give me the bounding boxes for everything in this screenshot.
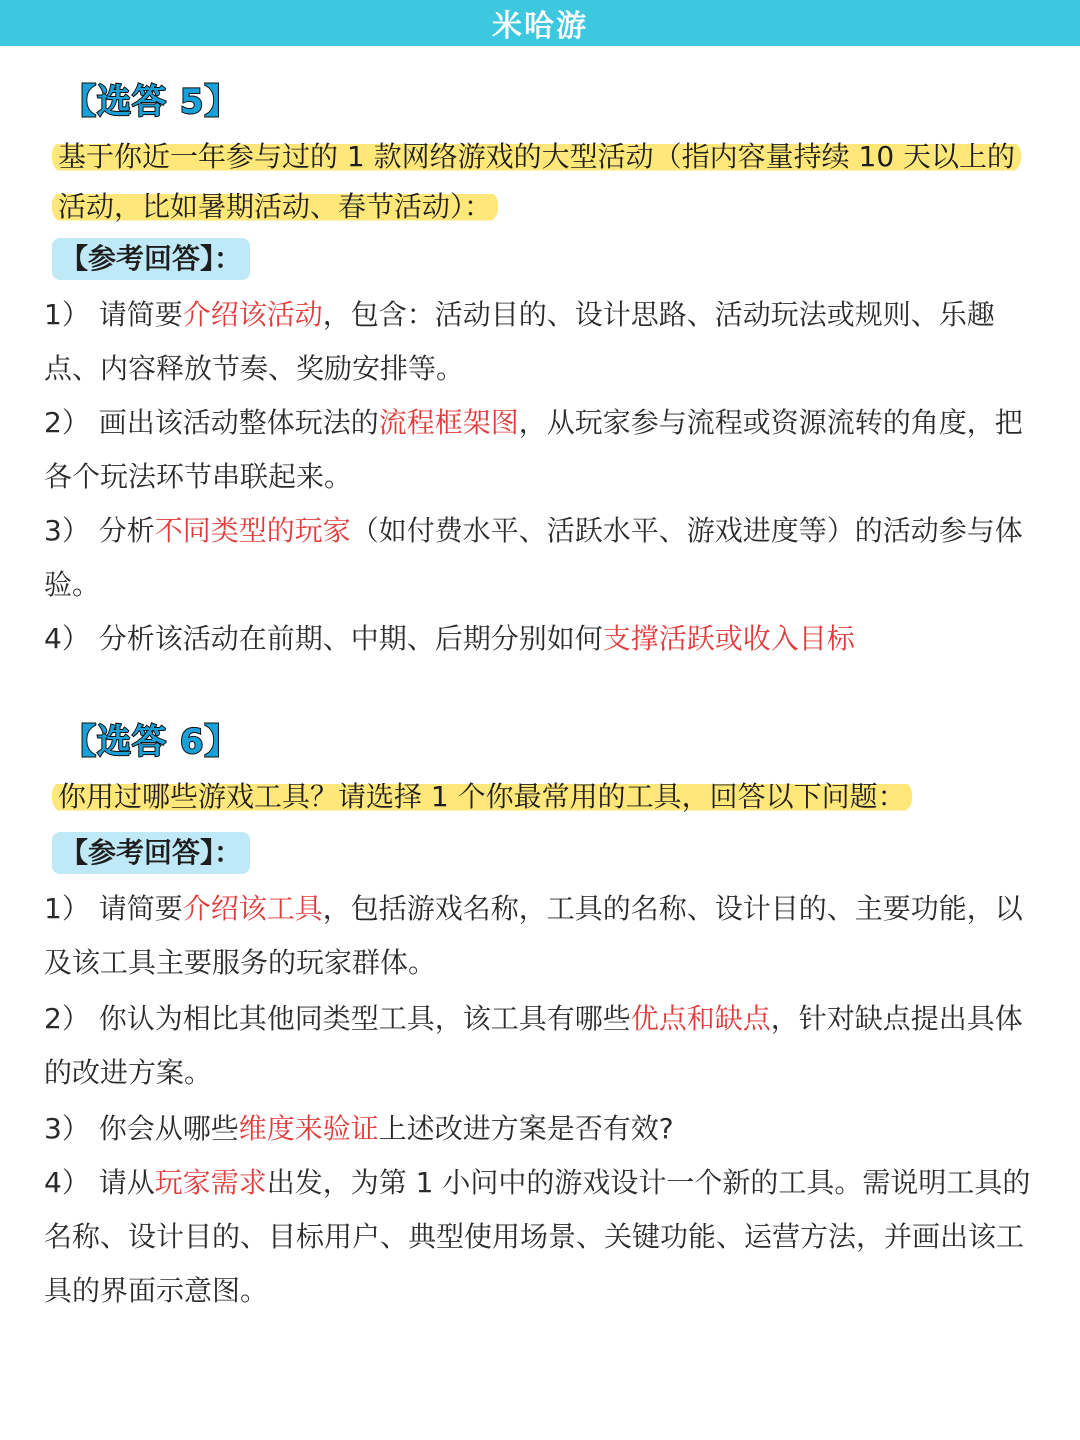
item-emphasis: 优点和缺点 xyxy=(630,1002,771,1035)
section-5-question-text: 基于你近一年参与过的 1 款网络游戏的大型活动（指内容量持续 10 天以上的活动，比如暑期活动、春节活动）： xyxy=(52,140,1021,223)
item-emphasis: 维度来验证 xyxy=(238,1112,379,1145)
item-text: 1） 请简要 xyxy=(44,298,183,331)
item-text: 3） 你会从哪些 xyxy=(44,1112,239,1145)
section-5-question xyxy=(52,132,1042,232)
section-5-item-4 xyxy=(44,612,1039,666)
item-emphasis: 介绍该活动 xyxy=(182,298,323,331)
item-emphasis: 介绍该工具 xyxy=(182,892,323,925)
item-emphasis: 流程框架图 xyxy=(378,406,519,439)
section-5-item-1 xyxy=(44,288,1039,396)
item-text: ，包含：活动目的、设计思路、活动玩法或规则、乐趣点、内容释放节奏、奖励安排等。 xyxy=(44,298,995,385)
section-6-ref-label: 【参考回答】： xyxy=(52,832,250,874)
section-5-tag: 【选答 5】 xyxy=(62,82,240,122)
item-text: ，针对缺点提出具体的改进方案。 xyxy=(44,1002,1023,1089)
item-text: 2） 你认为相比其他同类型工具，该工具有哪些 xyxy=(44,1002,631,1035)
section-6-item-2 xyxy=(44,992,1039,1100)
section-6-tag: 【选答 6】 xyxy=(62,722,240,762)
section-6-question xyxy=(52,772,1042,822)
header-title: 米哈游 xyxy=(492,9,588,44)
item-emphasis: 玩家需求 xyxy=(154,1166,267,1199)
top-bar xyxy=(0,0,1080,46)
item-text: 4） 分析该活动在前期、中期、后期分别如何 xyxy=(44,622,603,655)
item-text: 4） 请从 xyxy=(44,1166,155,1199)
section-6-item-4 xyxy=(44,1156,1039,1318)
item-text: 3） 分析 xyxy=(44,514,155,547)
item-text: 出发，为第 1 小问中的游戏设计一个新的工具。需说明工具的名称、设计目的、目标用户、典型使用场景、关键功能、运营方法，并画出该工具的界面示意图。 xyxy=(44,1166,1031,1307)
item-text: 上述改进方案是否有效? xyxy=(378,1112,674,1145)
section-6-question-text: 你用过哪些游戏工具？请选择 1 个你最常用的工具，回答以下问题： xyxy=(52,780,912,813)
section-6-item-1 xyxy=(44,882,1039,990)
section-5-item-3 xyxy=(44,504,1039,612)
section-5-item-2 xyxy=(44,396,1039,504)
item-text: 1） 请简要 xyxy=(44,892,183,925)
section-5-ref-label: 【参考回答】： xyxy=(52,238,250,280)
section-6-item-3 xyxy=(44,1102,1039,1156)
item-text: ，包括游戏名称，工具的名称、设计目的、主要功能，以及该工具主要服务的玩家群体。 xyxy=(44,892,1023,979)
item-text: ，从玩家参与流程或资源流转的角度，把各个玩法环节串联起来。 xyxy=(44,406,1023,493)
item-emphasis: 支撑活跃或收入目标 xyxy=(602,622,855,655)
item-text: 2） 画出该活动整体玩法的 xyxy=(44,406,379,439)
item-emphasis: 不同类型的玩家 xyxy=(154,514,351,547)
item-text: （如付费水平、活跃水平、游戏进度等）的活动参与体验。 xyxy=(44,514,1023,601)
